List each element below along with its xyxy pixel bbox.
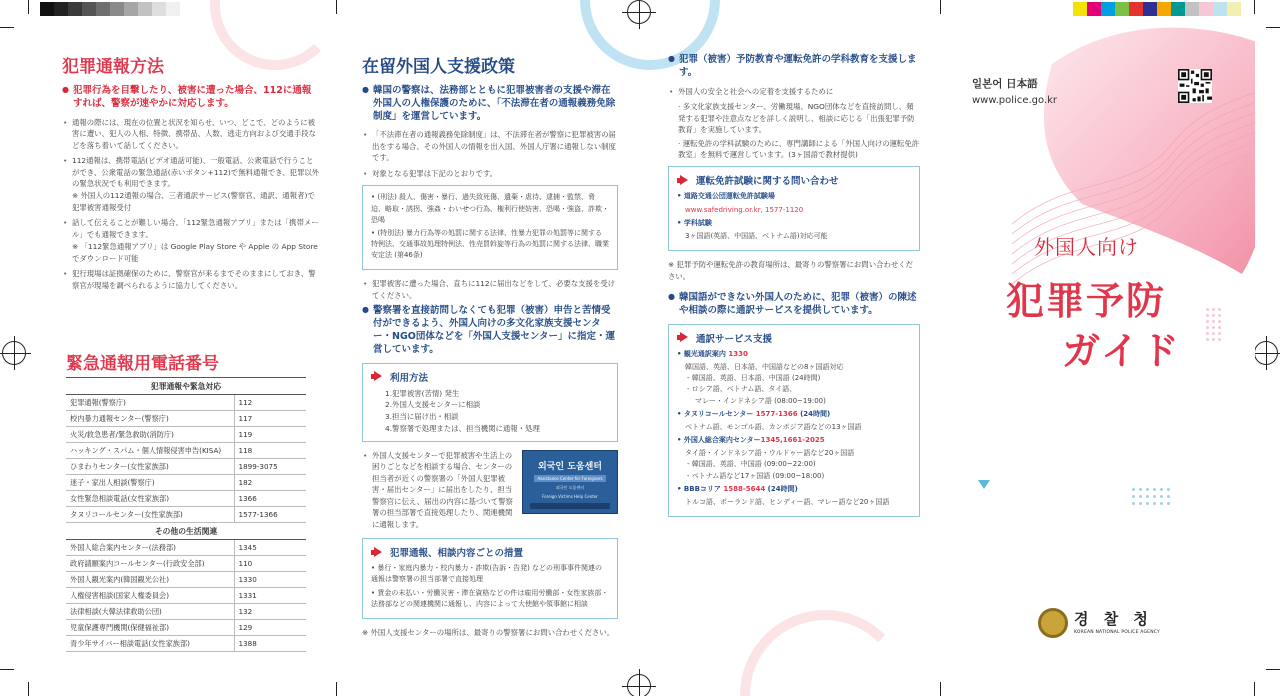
- box-title: [371, 370, 609, 384]
- note-text: ※ 「112緊急通報アプリ」は Google Play Store や Apple の App Store でダウンロード可能: [72, 242, 318, 263]
- table-row: [66, 507, 306, 523]
- phone-number: 132: [234, 604, 306, 620]
- registration-mark: [1254, 341, 1278, 365]
- poster-sub: 외국인 도움센터: [555, 485, 585, 490]
- note-text: ※ 外国人の112通報の場合、三者通訳サービス(警察官、通訳、通報者)で犯罪被害通報受付: [72, 191, 315, 212]
- phone-number: 182: [234, 475, 306, 491]
- megaphone-icon: [677, 332, 691, 343]
- service-name: 外国人総合案内センター(法務部): [66, 540, 234, 556]
- table-row: [66, 459, 306, 475]
- panel-foreigner-support: [362, 40, 618, 643]
- megaphone-icon: [677, 175, 691, 186]
- phone-number: 112: [234, 395, 306, 411]
- service-item: • タヌリコールセンター 1577-1366 (24時間): [677, 409, 831, 418]
- box-title: [677, 331, 911, 345]
- table-row: [66, 572, 306, 588]
- phone-number: 1331: [234, 588, 306, 604]
- service-name: 青少年サイバー相談電話(女性家族部): [66, 636, 234, 652]
- crop-mark: [940, 0, 941, 14]
- crop-mark: [0, 669, 14, 670]
- box-title: [371, 545, 609, 559]
- crop-mark: [940, 682, 941, 696]
- crop-mark: [336, 682, 337, 696]
- table-caption: 犯罪通報や緊急対応: [66, 378, 306, 395]
- table-row: [66, 604, 306, 620]
- service-name: 校内暴力通報センター(警察庁): [66, 411, 234, 427]
- bullet-text: • 外国人の安全と社会への定着を支援するために: [668, 86, 920, 97]
- service-detail: 韓国語、英語、日本語、中国語などの8ヶ国語対応: [685, 362, 844, 371]
- box-text: • (刑法) 殺人、傷害・暴行、過失致死傷、遺棄・虐待、逮捕・監禁、脅迫、略取・誘拐、強姦・わいせつ行為、権利行使妨害、恐喝・強盗、詐欺・恐喝: [371, 193, 609, 224]
- service-name: 火災/救急患者/緊急救助(消防庁): [66, 427, 234, 443]
- crop-mark: [0, 27, 14, 28]
- service-detail: ベトナム語、モンゴル語、カンボジア語などの13ヶ国語: [685, 422, 862, 431]
- bullet-text: • 外国人支援センターで犯罪被害や生活上の困りごとなどを相談する場合、センターの担当者が近くの警察署の「外国人犯罪被害・届出センター」に届出をしたり、担当警察官に伝え、届出の内容に基づいて警察署の担当部署で直接処理したり、関連機関に通報します。: [362, 450, 514, 530]
- service-detail: トルコ語、ポーランド語、ヒンディー語、マレー語など20ヶ国語: [685, 498, 890, 506]
- box-title-text: 犯罪通報、相談内容ごとの措置: [390, 548, 524, 560]
- registration-mark: [627, 674, 651, 696]
- driving-url[interactable]: www.safedriving.or.kr, 1577-1120: [685, 205, 804, 214]
- box-title: [677, 173, 911, 187]
- panel-education-interpretation: [668, 40, 920, 525]
- box-title-text: 通訳サービス支援: [696, 333, 773, 345]
- crop-mark: [1254, 0, 1255, 14]
- bullet-text: • 犯行現場は証拠確保のために、警察官が来るまでそのままにしておき、警察官が現場を調べられるように協力してください。: [62, 268, 320, 291]
- phone-number: 1899-3075: [234, 459, 306, 475]
- bullet-text: • 犯罪被害に遭った場合、直ちに112に届出などをして、必要な支援を受けてください。: [362, 278, 618, 301]
- service-detail: マレー・インドネシア語 (08:00~19:00): [695, 396, 826, 405]
- agency-name: 경 찰 청: [1074, 609, 1153, 628]
- service-detail: - ベトナム語など17ヶ国語 (09:00~18:00): [687, 471, 825, 480]
- sub-text: · 運転免許の学科試験のために、専門講師による「外国人向けの運転免許教室」を無料で運営しています。(3ヶ国語で教材提供): [678, 138, 920, 159]
- lead-text: ● 警察署を直接訪問しなくても犯罪（被害）申告と苦情受付ができるよう、外国人向けの多文化家族支援センター・NGO団体などを「外国人支援センター」に指定・運営しています。: [362, 305, 618, 356]
- language-label: 일본어 日本語: [972, 78, 1038, 90]
- usage-step: 1.犯罪被害(苦情) 発生: [385, 388, 460, 398]
- crop-mark: [1254, 682, 1255, 696]
- megaphone-icon: [371, 371, 385, 382]
- table-row: [66, 427, 306, 443]
- service-item: • 観光通訳案内 1330: [677, 349, 748, 358]
- dot-pattern: [1132, 488, 1170, 505]
- cover-title-line2: ガイド: [1062, 329, 1181, 373]
- box-title-text: 運転免許試験に関する問い合わせ: [696, 176, 839, 188]
- megaphone-icon: [371, 547, 385, 558]
- note-text: ※ 犯罪予防や運転免許の教育場所は、最寄りの警察署にお問い合わせください。: [668, 260, 914, 281]
- service-detail: タイ語・インドネシア語・ウルドゥー語など20ヶ国語: [685, 449, 855, 458]
- service-name: 女性緊急相談電話(女性家族部): [66, 491, 234, 507]
- usage-step: 4.警察署で処理または、担当機関に通報・処理: [385, 424, 540, 434]
- table-caption: その他の生活関連: [66, 523, 306, 540]
- phone-number: 117: [234, 411, 306, 427]
- decor-arc: [740, 610, 910, 696]
- police-logo: [1038, 608, 1160, 638]
- service-detail: - ロシア語、ベトナム語、タイ語、: [687, 385, 797, 394]
- phone-number: 1366: [234, 491, 306, 507]
- cover-panel: [942, 18, 1255, 678]
- box-text: 3ヶ国語(英語、中国語、ベトナム語)対応可能: [685, 232, 828, 240]
- section-title: 在留外国人支援政策: [362, 57, 515, 77]
- table-row: [66, 395, 306, 411]
- service-detail: - 韓国語、英語、中国語 (09:00~22:00): [687, 460, 816, 469]
- poster-title: 외국인 도움센터: [538, 462, 602, 472]
- lead-text: ● 韓国の警察は、法務部とともに犯罪被害者の支援や滞在外国人の人権保護のために、「不法滞在者の通報義務免除制度」を運営しています。: [362, 85, 618, 123]
- service-name: 外国人観光案内(韓国観光公社): [66, 572, 234, 588]
- box-text: • 道路交通公団運転免許試験場: [677, 192, 775, 201]
- crop-mark: [1266, 669, 1280, 670]
- help-center-poster: [522, 450, 618, 514]
- table-row: [66, 636, 306, 652]
- service-name: タヌリコールセンター(女性家族部): [66, 507, 234, 523]
- qr-code-icon: [1178, 69, 1212, 103]
- lead-text: ● 犯罪（被害）予防教育や運転免許の学科教育を支援します。: [668, 54, 920, 80]
- table-caption-row: [66, 523, 306, 540]
- crop-mark: [28, 0, 29, 14]
- service-name: ひまわりセンター(女性家族部): [66, 459, 234, 475]
- service-detail: - 韓国語、英語、日本語、中国語 (24時間): [687, 374, 821, 383]
- panel-emergency-report: [62, 40, 320, 648]
- service-name: 迷子・家出人相談(警察庁): [66, 475, 234, 491]
- phone-number: 129: [234, 620, 306, 636]
- service-item: • 外国人総合案内センター1345,1661-2025: [677, 436, 825, 445]
- phone-number: 119: [234, 427, 306, 443]
- table-row: [66, 620, 306, 636]
- poster-english: Assistance Center for Foreigners: [534, 475, 605, 482]
- lead-text: ● 犯罪行為を目撃したり、被害に遭った場合、112に通報すれば、警察が速やかに対応します。: [62, 85, 320, 111]
- box-text: • 賃金の未払い・労働災害・滞在資格などの件は雇用労働部・女性家族部・法務部などの関連機関に通報し、内容によって大使館や領事館に相談: [371, 588, 609, 608]
- lead-text: ● 韓国語ができない外国人のために、犯罪（被害）の陳述や相談の際に通訳サービスを提供しています。: [668, 292, 920, 318]
- phone-number: 110: [234, 556, 306, 572]
- phone-number: 1577-1366: [234, 507, 306, 523]
- phone-number: 1330: [234, 572, 306, 588]
- service-name: 政府請願案内コールセンター(行政安全部): [66, 556, 234, 572]
- police-url[interactable]: www.police.go.kr: [972, 95, 1058, 106]
- interpretation-box: [668, 324, 920, 517]
- usage-step: 3.担当に届け出・相談: [385, 412, 459, 422]
- table-row: [66, 540, 306, 556]
- usage-step: 2.外国人支援センターに相談: [385, 400, 481, 410]
- driving-test-box: [668, 166, 920, 251]
- registration-mark: [2, 341, 26, 365]
- service-name: 人権侵害相談(国家人権委員会): [66, 588, 234, 604]
- cover-subtitle: 外国人向け: [1034, 235, 1139, 259]
- measures-box: [362, 538, 618, 619]
- usage-steps: [371, 388, 609, 435]
- grayscale-bar: [40, 2, 180, 16]
- triangle-icon: [978, 480, 990, 489]
- crop-mark: [28, 682, 29, 696]
- bullet-text: • 話して伝えることが難しい場合、「112緊急通報アプリ」または「携帯メール」でも通報できます。: [62, 217, 320, 240]
- phone-table: [66, 377, 306, 652]
- box-text: • (特別法) 暴力行為等の処罰に関する法律、性暴力犯罪の処罰等に関する特例法、交通事故処理特例法、性売買斡旋等行為の処罰に関する法律、職業安定法 (第46条): [371, 228, 609, 260]
- box-text: • 暴行・家庭内暴力・校内暴力・詐欺(告訴・告発) などの刑事事件関連の通報は警察署の担当部署で直接処理: [371, 564, 603, 584]
- color-bar: [1073, 2, 1241, 16]
- note-text: ※ 外国人支援センターの場所は、最寄りの警察署にお問い合わせください。: [362, 628, 615, 638]
- phone-table-title: 緊急通報用電話番号: [66, 354, 219, 374]
- service-name: ハッキング・スパム・個人情報侵害申告(KISA): [66, 443, 234, 459]
- service-name: 児童保護専門機関(保健福祉部): [66, 620, 234, 636]
- box-title-text: 利用方法: [390, 372, 429, 384]
- phone-number: 1388: [234, 636, 306, 652]
- crime-list-box: [362, 185, 618, 270]
- usage-box: [362, 363, 618, 442]
- bullet-text: • 対象となる犯罪は下記のとおりです。: [362, 168, 618, 179]
- service-name: 犯罪通報(警察庁): [66, 395, 234, 411]
- section-title: 犯罪通報方法: [62, 57, 164, 77]
- box-text: • 学科試験: [677, 218, 712, 227]
- table-row: [66, 443, 306, 459]
- sub-text: · 多文化家族支援センター、労働現場、NGO団体などを直接訪問し、頻発する犯罪や注意点などを詳しく説明し、相談に応じる「出張犯罪予防教育」を実施しています。: [678, 102, 915, 135]
- crop-mark: [1266, 27, 1280, 28]
- phone-number: 1345: [234, 540, 306, 556]
- bullet-text: • 通報の際には、現在の位置と状況を知らせ、いつ、どこで、どのように被害に遭い、犯人の人相、特徴、携帯品、人数、逃走方向および交通手段などを落ち着いて話してください。: [62, 117, 320, 151]
- center-row: [362, 450, 618, 530]
- phone-number: 118: [234, 443, 306, 459]
- service-name: 法律相談(大韓法律救助公団): [66, 604, 234, 620]
- police-emblem-icon: [1038, 608, 1068, 638]
- table-row: [66, 491, 306, 507]
- table-row: [66, 588, 306, 604]
- dot-pattern: [1206, 308, 1221, 341]
- agency-english: KOREAN NATIONAL POLICE AGENCY: [1074, 629, 1161, 635]
- table-row: [66, 556, 306, 572]
- bullet-text: • 112通報は、携帯電話(ビデオ通話可能)、一般電話、公衆電話で行うことができ、公衆電話の緊急通話(赤いボタン+112)で無料通報でき、犯罪以外の緊急状況でも利用できます。: [62, 155, 320, 189]
- bullet-text: • 「不法滞在者の通報義務免除制度」は、不法滞在者が警察に犯罪被害の届出をする場合、その外国人の情報を出入国、外国人庁署に通報しない制度です。: [362, 129, 618, 163]
- poster-line: Foreign Victims Help Center: [542, 494, 598, 499]
- table-row: [66, 475, 306, 491]
- table-row: [66, 411, 306, 427]
- service-item: • BBBコリア 1588-5644 (24時間): [677, 484, 798, 493]
- cover-title-line1: 犯罪予防: [1006, 279, 1167, 323]
- poster-band: [530, 503, 610, 509]
